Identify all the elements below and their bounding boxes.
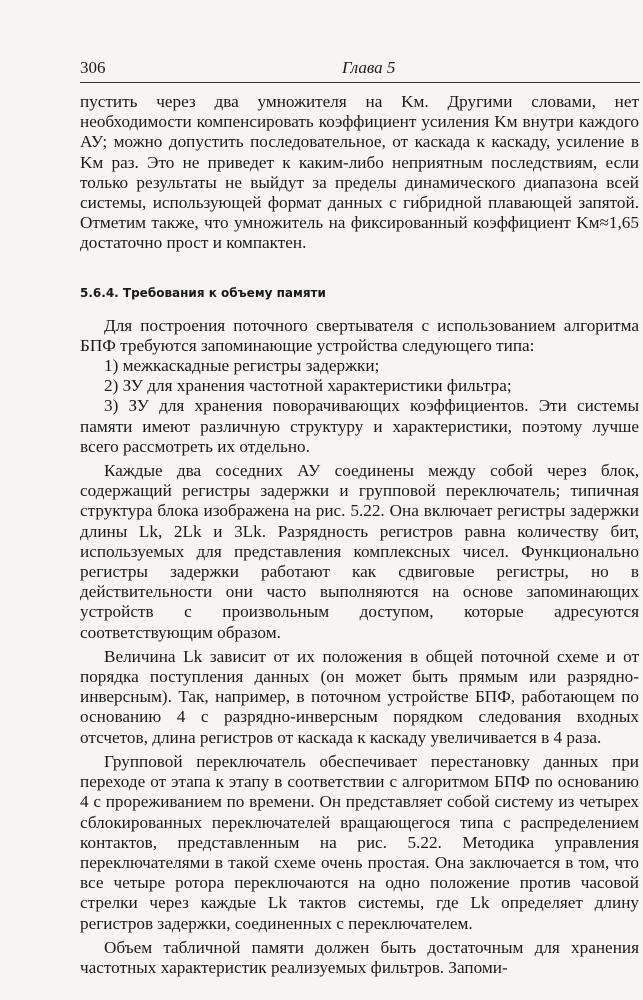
chapter-title: Глава 5 — [342, 58, 396, 77]
page-number: 306 — [80, 58, 106, 77]
list-item-2: 2) ЗУ для хранения частотной характеристики фильтра; — [104, 376, 512, 396]
paragraph-delay-registers: Каждые два соседних АУ соединены между собой через блок, содержащий регистры задержки и групповой переключатель; типичная структура блока изображена на рис. 5.22. Она включает регистры задержки длины Lk, 2Lk и 3Lk. Разрядность регистров равна количеству бит, используемых для представления комплексных чисел. Функционально регистры задержки работают как сдвиговые регистры, но в действительности они часто выполняются на основе запоминающих устройств с произвольным доступом, которые адресуются соответствующим образом. — [80, 461, 639, 642]
paragraph-intro: Для построения поточного свертывателя с использованием алгоритма БПФ требуются запоминающие устройства следующего типа: — [80, 315, 639, 355]
running-header — [80, 56, 640, 83]
list-item-3: 3) ЗУ для хранения поворачивающих коэффициентов. Эти системы памяти имеют различную структуру и характеристики, поэтому лучше всего рассмотреть их отдельно. — [80, 396, 639, 456]
list-item-1: 1) межкаскадные регистры задержки; — [104, 356, 380, 376]
page-body — [80, 92, 639, 978]
paragraph-lk-value: Величина Lk зависит от их положения в общей поточной схеме и от порядка поступления данных (он может быть прямым или разрядно-инверсным). Так, например, в поточном устройстве БПФ, работающем по основанию 4 с разрядно-инверсным порядком следования входных отсчетов, длина регистров от каскада к каскаду увеличивается в 4 раза. — [80, 646, 639, 747]
paragraph-group-switch: Групповой переключатель обеспечивает перестановку данных при переходе от этапа к этапу в соответствии с алгоритмом БПФ по основанию 4 с прореживанием по времени. Он представляет собой систему из четырех сблокированных переключателей вращающегося типа с распределением контактов, представленным на рис. 5.22. Методика управления переключателями в такой схеме очень простая. Она заключается в том, что все четыре ротора переключаются на одно положение против часовой стрелки через каждые Lk тактов системы, где Lk определяет длину регистров задержки, соединенных с переключателем. — [80, 751, 639, 933]
section-heading: 5.6.4. Требования к объему памяти — [80, 285, 326, 300]
paragraph-table-memory: Объем табличной памяти должен быть достаточным для хранения частотных характеристик реализуемых фильтров. Запоми- — [80, 937, 639, 977]
paragraph-continued: пустить через два умножителя на Kм. Другими словами, нет необходимости компенсировать коэффициент усиления Kм внутри каждого АУ; можно допустить последовательное, от каскада к каскаду, усиление в Kм раз. Это не приведет к каким-либо неприятным последствиям, если только результаты не выйдут за пределы динамического диапазона всей системы, использующей формат данных с гибридной плавающей запятой. Отметим также, что умножитель на фиксированный коэффициент Kм≈1,65 достаточно прост и компактен. — [80, 92, 639, 253]
